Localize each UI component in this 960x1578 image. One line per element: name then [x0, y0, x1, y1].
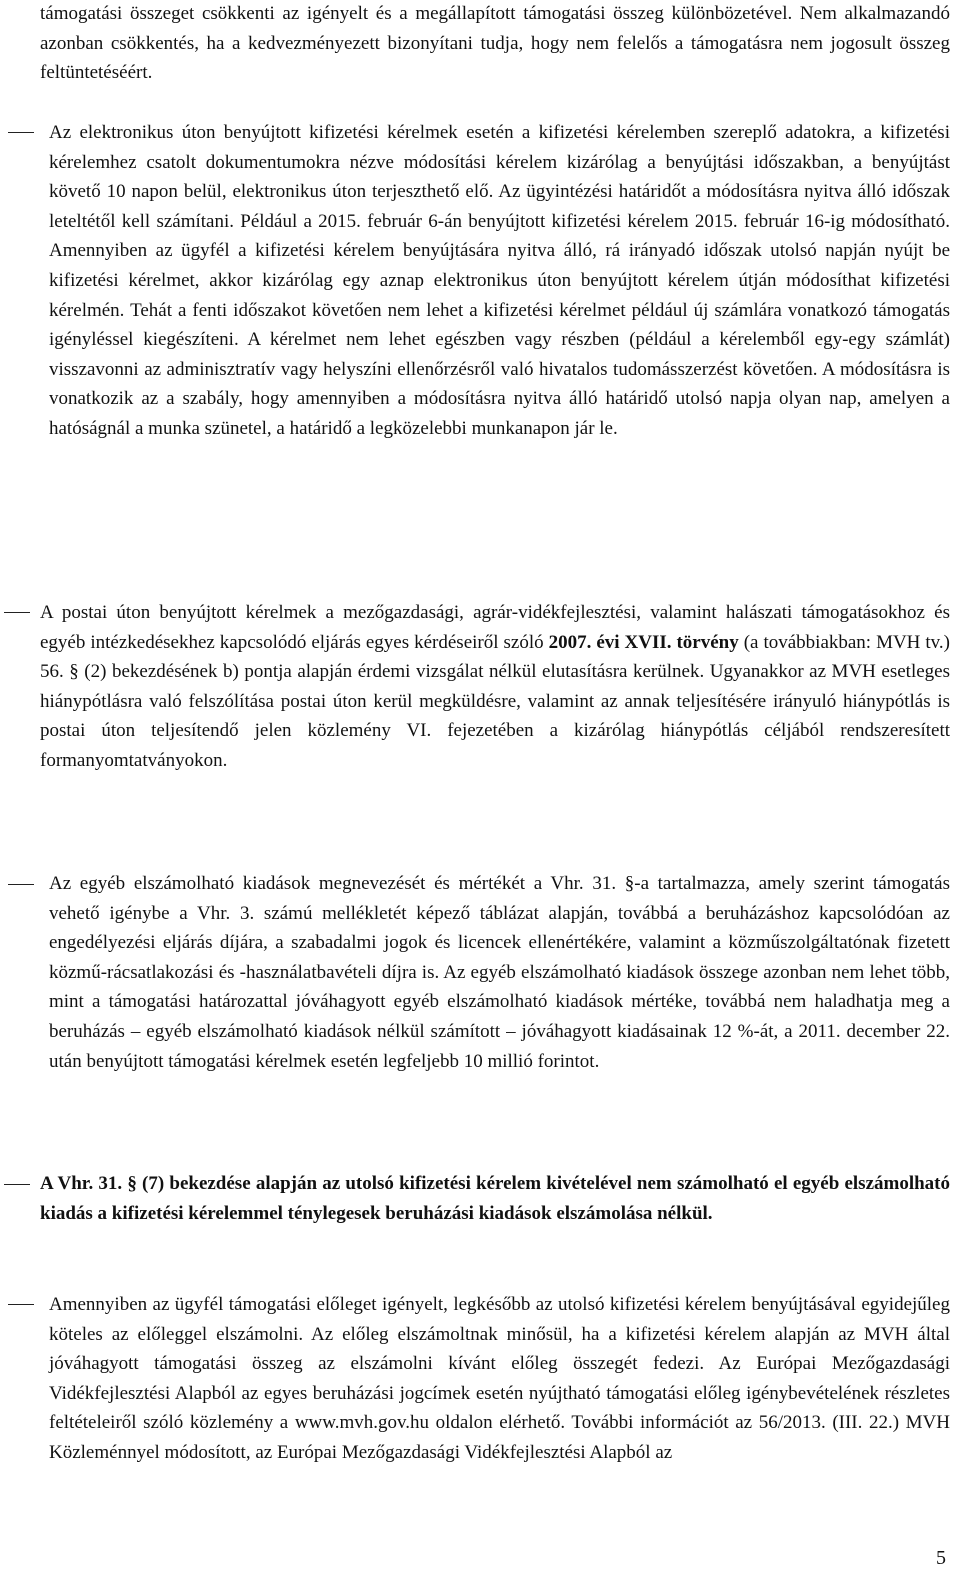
paragraph-other-eligible-costs: Az egyéb elszámolható kiadások megnevezését és mértékét a Vhr. 31. §-a tartalmazza, amely szerint támogatás vehető igénybe a Vhr. 3. számú mellékletét képező táblázat alapján, továbbá a beruházáshoz kapcsolódóan az engedélyezési eljárás díjára, a szabadalmi jogok és licencek ellenértékére, valamint a közműszolgáltatónak fizetett közmű-rácsatlakozási és -használatbavételi díjra is. Az egyéb elszámolható kiadások összege azonban nem lehet több, mint a támogatási határozattal jóváhagyott egyéb elszámolható kiadások mértéke, továbbá nem haladhatja meg a beruházás – egyéb elszámolható kiadások nélkül számított – jóváhagyott kiadásainak 12 %-át, a 2011. december 22. után benyújtott támogatási kérelmek esetén legfeljebb 10 millió forintot.: [49, 873, 950, 1072]
paragraph-electronic-modification: Az elektronikus úton benyújtott kifizetési kérelmek esetén a kifizetési kérelemben szereplő adatokra, a kifizetési kérelemhez csatolt dokumentumokra nézve módosítási kérelem kizárólag a benyújtási időszakban, a benyújtást követő 10 napon belül, elektronikus úton terjeszthető elő. Az ügyintézési határidőt a módosításra nyitva álló időszak leteltétől kell számítani. Például a 2015. február 6-án benyújtott kifizetési kérelem 2015. február 16-ig módosítható. Amennyiben az ügyfél a kifizetési kérelem benyújtására nyitva álló, rá irányadó időszak utolsó napján nyújt be kifizetési kérelmet, akkor kizárólag egy aznap elektronikus úton benyújtott kérelem útján módosíthat kifizetési kérelmén. Tehát a fenti időszakot követően nem lehet a kifizetési kérelmet például új számlára vonatkozó támogatás igényléssel kiegészíteni. A kérelmet nem lehet egészben vagy részben (például a kérelemből egy-egy számlát) visszavonni az adminisztratív vagy helyszíni ellenőrzésről való hivatalos tudomásszerzést követően. A módosításra is vonatkozik az a szabály, hogy amennyiben a módosításra nyitva álló határidő utolsó napja olyan nap, amelyen a hatóságnál a munka szünetel, a határidő a legközelebbi munkanapon jár le.: [49, 122, 950, 439]
paragraph-vhr-31-bold: [40, 1169, 950, 1228]
postal-text-start: A postai úton benyújtott kérelmek a mezőgazdasági, agrár-vidékfejlesztési, valamint halászati támogatásokhoz és egyéb intézkedésekhez kapcsolódó eljárás egyes kérdéseiről szóló: [40, 602, 950, 653]
list-dash-4: [4, 1184, 30, 1185]
vhr-31-bold-text: A Vhr. 31. § (7) bekezdése alapján az utolsó kifizetési kérelem kivételével nem számolható el egyéb elszámolható kiadás a kifizetési kérelemmel ténylegesek beruházási kiadások elszámolása nélkül.: [40, 1173, 950, 1224]
paragraph-postal-submission: [40, 598, 950, 776]
list-dash-3: [8, 884, 34, 885]
postal-text-end: (a továbbiakban: MVH tv.) 56. § (2) bekezdésének b) pontja alapján érdemi vizsgálat nélkül elutasításra kerülnek. Ugyanakkor az MVH esetleges hiánypótlásra való felszólítása postai úton kerül megküldésre, valamint az annak teljesítésére irányuló hiánypótlás is postai úton teljesítendő jelen közlemény VI. fejezetében a kizárólag hiánypótlás céljából rendszeresített formanyomtatványokon.: [40, 631, 950, 771]
intro-paragraph: támogatási összeget csökkenti az igényelt és a megállapított támogatási összeg különbözetével. Nem alkalmazandó azonban csökkentés, ha a kedvezményezett bizonyítani tudja, hogy nem felelős a támogatásra nem jogosult összeg feltüntetéséért.: [40, 3, 950, 84]
postal-law-reference: 2007. évi XVII. törvény: [548, 631, 739, 653]
list-dash-2: [4, 612, 30, 613]
list-dash-5: [8, 1304, 34, 1305]
page-number: 5: [936, 1547, 946, 1569]
paragraph-advance-payment: Amennyiben az ügyfél támogatási előleget igényelt, legkésőbb az utolsó kifizetési kérelem benyújtásával egyidejűleg köteles az előleggel elszámolni. Az előleg elszámoltnak minősül, ha a kifizetési kérelem alapján az MVH által jóváhagyott támogatási összeg az elszámolni kívánt előleg összegét fedezi. Az Európai Mezőgazdasági Vidékfejlesztési Alapból az egyes beruházási jogcímek esetén nyújtható támogatási előleg igénybevételének részletes feltételeiről szóló közlemény a www.mvh.gov.hu oldalon elérhető. További információt az 56/2013. (III. 22.) MVH Közleménnyel módosított, az Európai Mezőgazdasági Vidékfejlesztési Alapból az: [49, 1294, 950, 1463]
list-dash-1: [8, 132, 34, 133]
